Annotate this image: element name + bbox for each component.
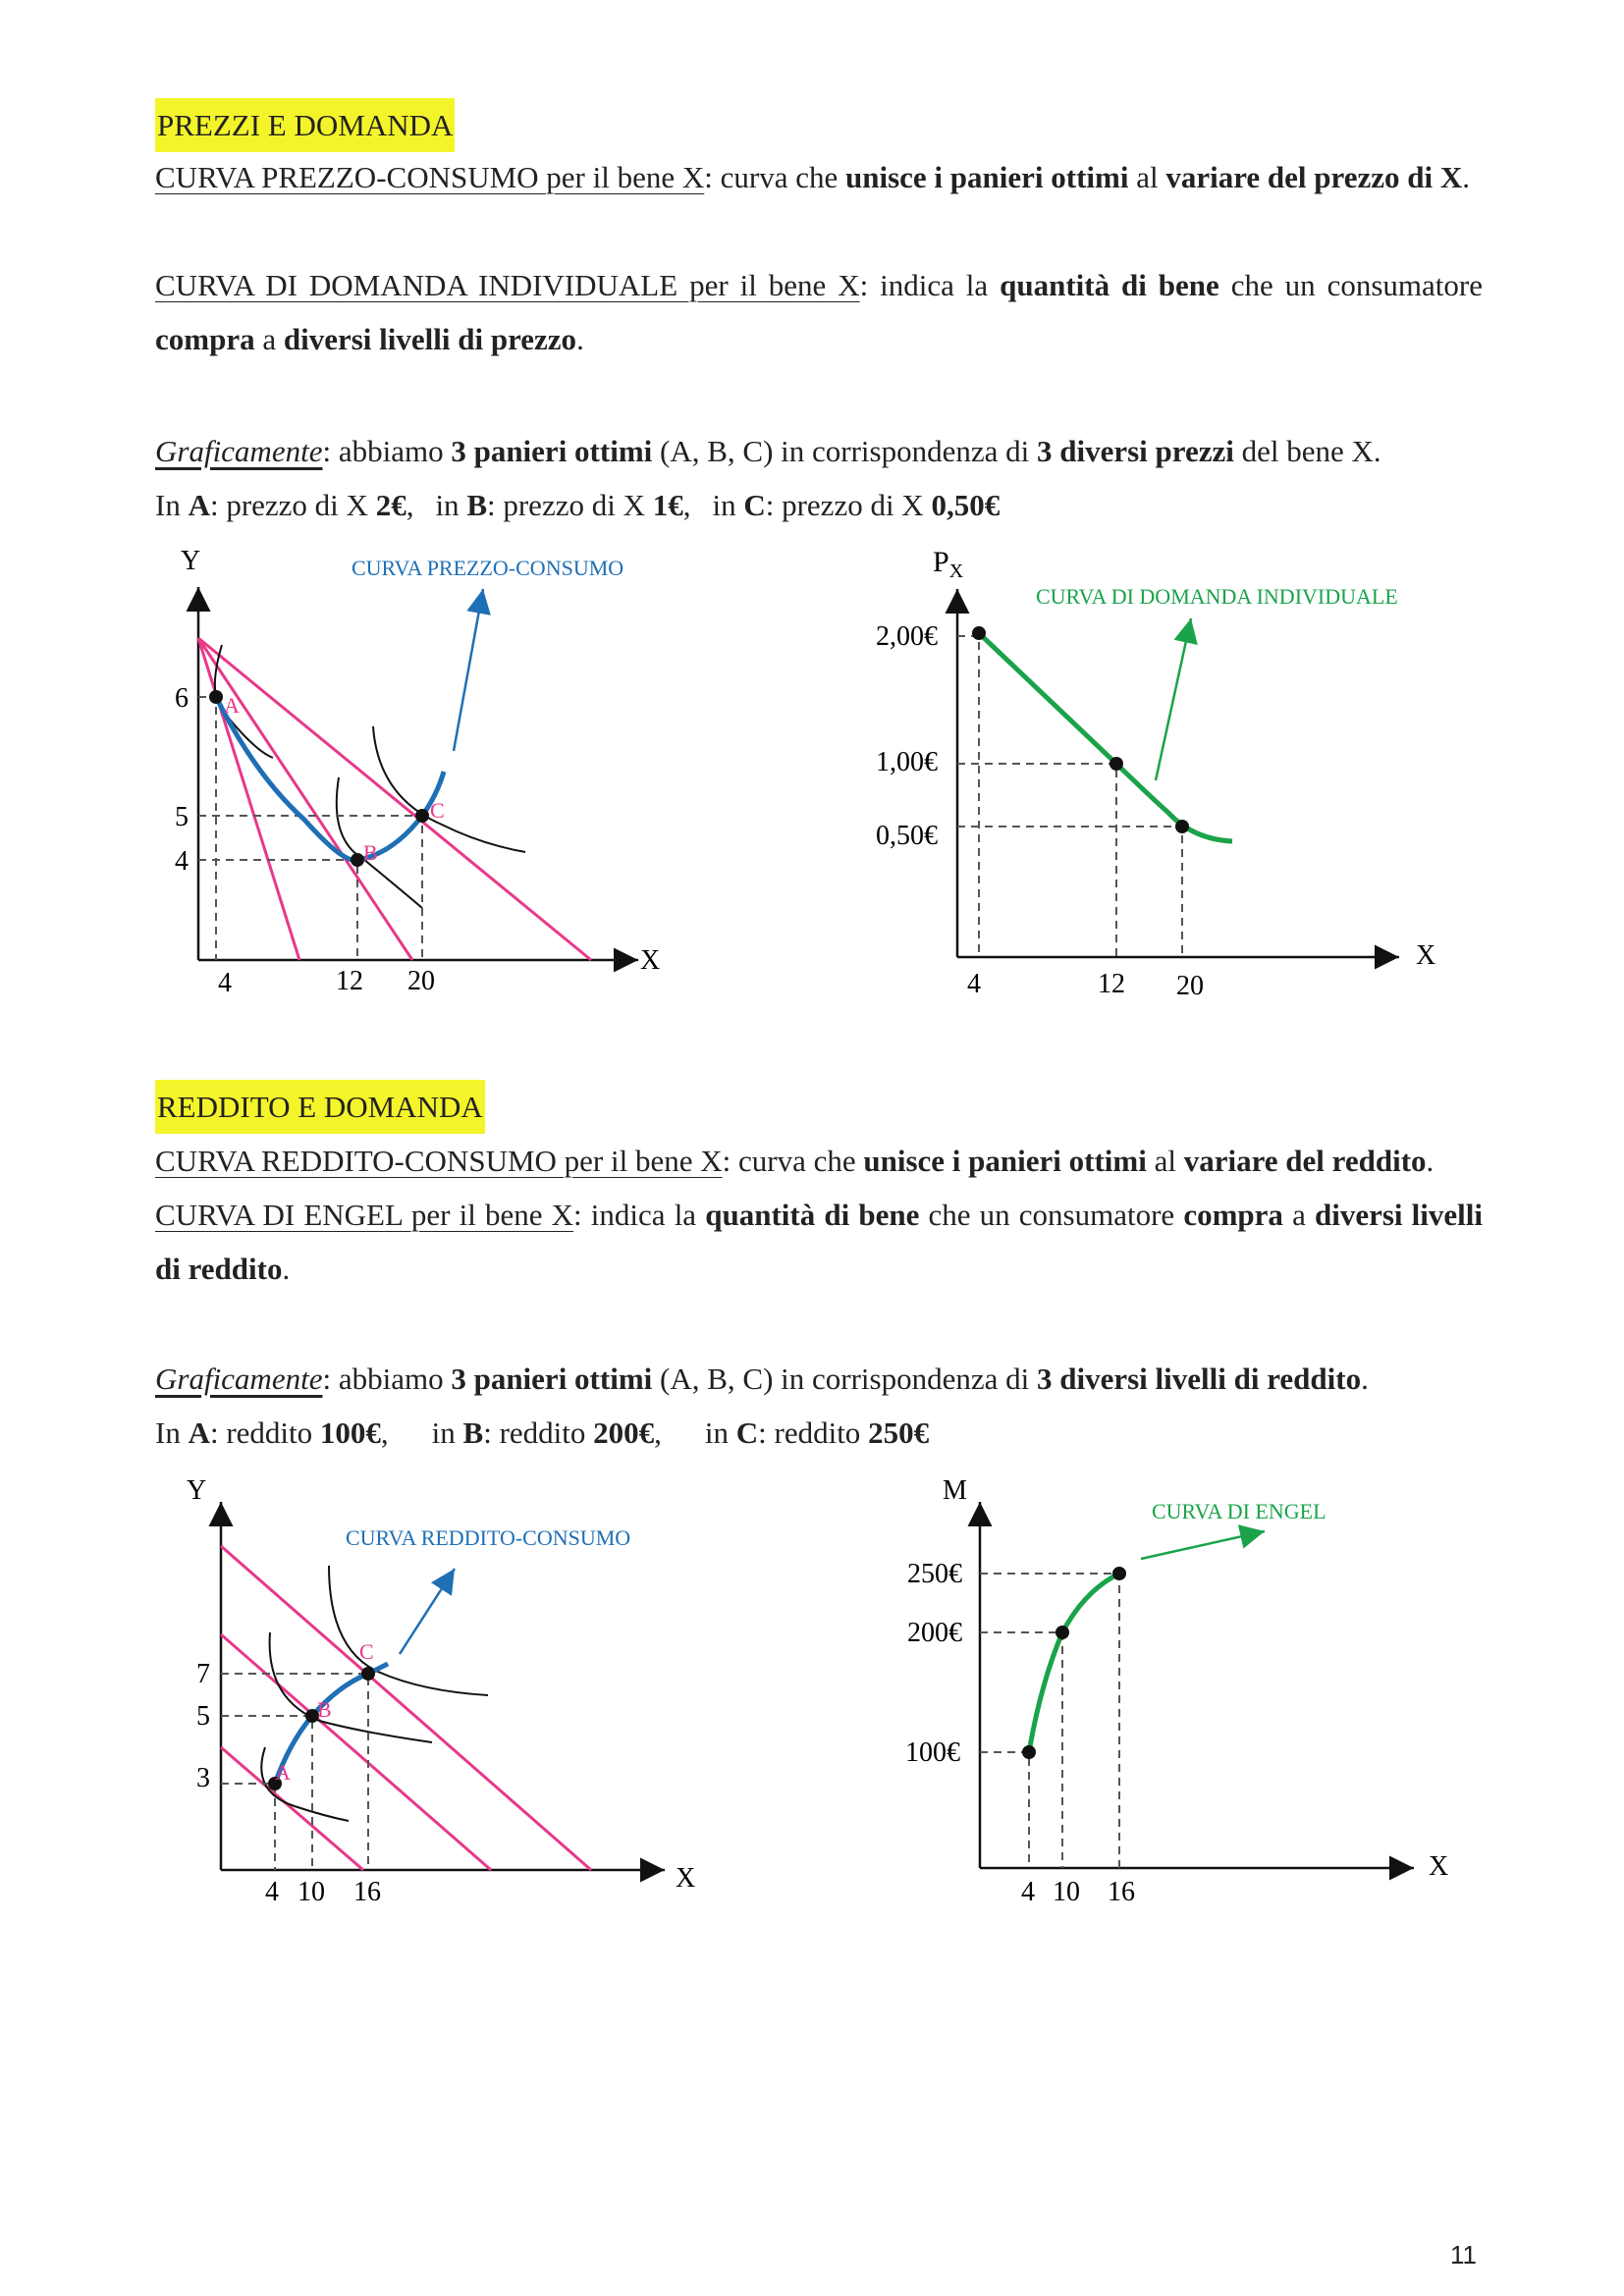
guide-1	[957, 764, 1116, 957]
budget-line-2	[221, 1634, 491, 1870]
indifference-curve-3	[373, 726, 525, 852]
x-tick-16: 16	[353, 1877, 381, 1907]
chart-reddito-consumo	[167, 1468, 717, 1909]
x-tick-10: 10	[1053, 1877, 1080, 1907]
indifference-curve-2	[337, 777, 422, 908]
prezzi-line: In A: prezzo di X 2€, in B: prezzo di X 1€, in C: prezzo di X 0,50€	[155, 488, 1001, 522]
y-tick-4: 4	[175, 846, 189, 877]
y-axis-label: $P_X$	[933, 546, 964, 582]
point-a	[209, 690, 223, 704]
graficamente-line: Graficamente: abbiamo 3 panieri ottimi (A, B, C) in corrispondenza di 3 diversi prezzi del bene X.	[155, 434, 1381, 468]
x-tick-4: 4	[967, 969, 981, 999]
x-axis-label: X	[676, 1863, 696, 1894]
guide-05	[957, 827, 1182, 957]
y-tick-5: 5	[175, 802, 189, 832]
x-tick-4: 4	[1021, 1877, 1035, 1907]
chart-prezzo-consumo	[147, 540, 697, 1001]
y-tick-250: 250€	[907, 1559, 962, 1589]
y-tick-5: 5	[196, 1701, 210, 1732]
curve-label: CURVA REDDITO-CONSUMO	[346, 1525, 631, 1550]
point-b	[1110, 757, 1123, 771]
x-tick-20: 20	[407, 966, 435, 996]
point-c	[415, 809, 429, 823]
y-axis-label: M	[943, 1475, 967, 1506]
term: CURVA DI DOMANDA INDIVIDUALE per il bene X	[155, 268, 860, 302]
y-tick-100: 100€	[905, 1737, 960, 1768]
y-tick-2: 2,00€	[876, 621, 938, 652]
curve-label: CURVA DI DOMANDA INDIVIDUALE	[1036, 584, 1398, 609]
budget-line-3	[221, 1546, 591, 1870]
point-c	[1175, 820, 1189, 833]
chart-engel	[884, 1468, 1492, 1909]
x-axis-label: X	[640, 945, 661, 976]
engel-curve	[1029, 1574, 1119, 1752]
demand-curve	[979, 633, 1232, 841]
definition-domanda-individuale: CURVA DI DOMANDA INDIVIDUALE per il bene X: indica la quantità di bene che un consumatore compra a diversi livelli di prezzo.	[155, 268, 1484, 356]
term: CURVA DI ENGEL per il bene X	[155, 1198, 574, 1232]
y-axis-label: Y	[181, 546, 201, 576]
y-tick-1: 1,00€	[876, 747, 938, 777]
section-heading: REDDITO E DOMANDA	[155, 1080, 485, 1134]
point-c	[361, 1667, 375, 1681]
definition-engel: CURVA DI ENGEL per il bene X: indica la quantità di bene che un consumatore compra a diversi livelli di reddito.	[155, 1198, 1483, 1286]
guide-a	[198, 697, 216, 960]
x-tick-4: 4	[265, 1877, 279, 1907]
point-b-label: B	[363, 840, 378, 865]
definition-prezzo-consumo: CURVA PREZZO-CONSUMO per il bene X: curva che unisce i panieri ottimi al variare del prezzo di X.	[155, 160, 1470, 194]
y-tick-7: 7	[196, 1659, 210, 1689]
guide-c	[221, 1674, 368, 1870]
y-tick-3: 3	[196, 1763, 210, 1793]
point-a	[1022, 1745, 1036, 1759]
y-axis-label: Y	[187, 1475, 207, 1506]
curve-label: CURVA DI ENGEL	[1152, 1499, 1326, 1523]
point-c-label: C	[430, 798, 445, 823]
point-c-label: C	[359, 1639, 374, 1664]
guide-c	[198, 816, 422, 960]
guide-100	[980, 1752, 1029, 1868]
term: CURVA REDDITO-CONSUMO per il bene X	[155, 1144, 723, 1178]
point-b-label: B	[317, 1697, 332, 1722]
x-tick-4: 4	[218, 968, 232, 998]
x-tick-20: 20	[1176, 971, 1204, 1001]
point-a-label: A	[275, 1760, 291, 1785]
curve-label-arrow	[454, 589, 483, 751]
section-heading: PREZZI E DOMANDA	[155, 98, 455, 152]
curve-label-arrow	[1141, 1531, 1265, 1559]
point-b	[1056, 1626, 1069, 1639]
x-tick-16: 16	[1108, 1877, 1135, 1907]
section-prezzi	[155, 98, 1483, 152]
budget-line-1	[221, 1747, 363, 1870]
y-tick-05: 0,50€	[876, 821, 938, 851]
section-reddito	[155, 1080, 1483, 1134]
chart-domanda-individuale	[864, 535, 1473, 1006]
x-axis-label: X	[1416, 940, 1436, 971]
guide-a	[221, 1784, 275, 1870]
x-tick-12: 12	[336, 966, 363, 996]
indifference-curve-3	[329, 1566, 488, 1695]
term: CURVA PREZZO-CONSUMO per il bene X	[155, 160, 705, 194]
x-tick-12: 12	[1098, 969, 1125, 999]
graficamente-line: Graficamente: abbiamo 3 panieri ottimi (A, B, C) in corrispondenza di 3 diversi livelli di reddito.	[155, 1362, 1369, 1396]
point-a	[972, 626, 986, 640]
y-tick-6: 6	[175, 683, 189, 714]
guide-250	[980, 1574, 1119, 1868]
guide-2	[957, 636, 979, 957]
y-tick-200: 200€	[907, 1618, 962, 1648]
curve-label-arrow	[400, 1569, 455, 1654]
curve-label: CURVA PREZZO-CONSUMO	[352, 556, 624, 580]
guide-b	[198, 860, 357, 960]
budget-line-3	[198, 638, 591, 960]
page-number: 11	[1450, 2240, 1477, 2269]
curve-label-arrow	[1156, 618, 1191, 780]
x-axis-label: X	[1429, 1851, 1449, 1882]
x-tick-10: 10	[298, 1877, 325, 1907]
point-c	[1112, 1567, 1126, 1580]
point-a-label: A	[224, 693, 240, 718]
definition-reddito-consumo: CURVA REDDITO-CONSUMO per il bene X: curva che unisce i panieri ottimi al variare del reddito.	[155, 1144, 1435, 1178]
redditi-line: In A: reddito 100€, in B: reddito 200€, in C: reddito 250€	[155, 1415, 930, 1450]
budget-line-2	[198, 638, 412, 960]
point-b	[351, 853, 364, 867]
